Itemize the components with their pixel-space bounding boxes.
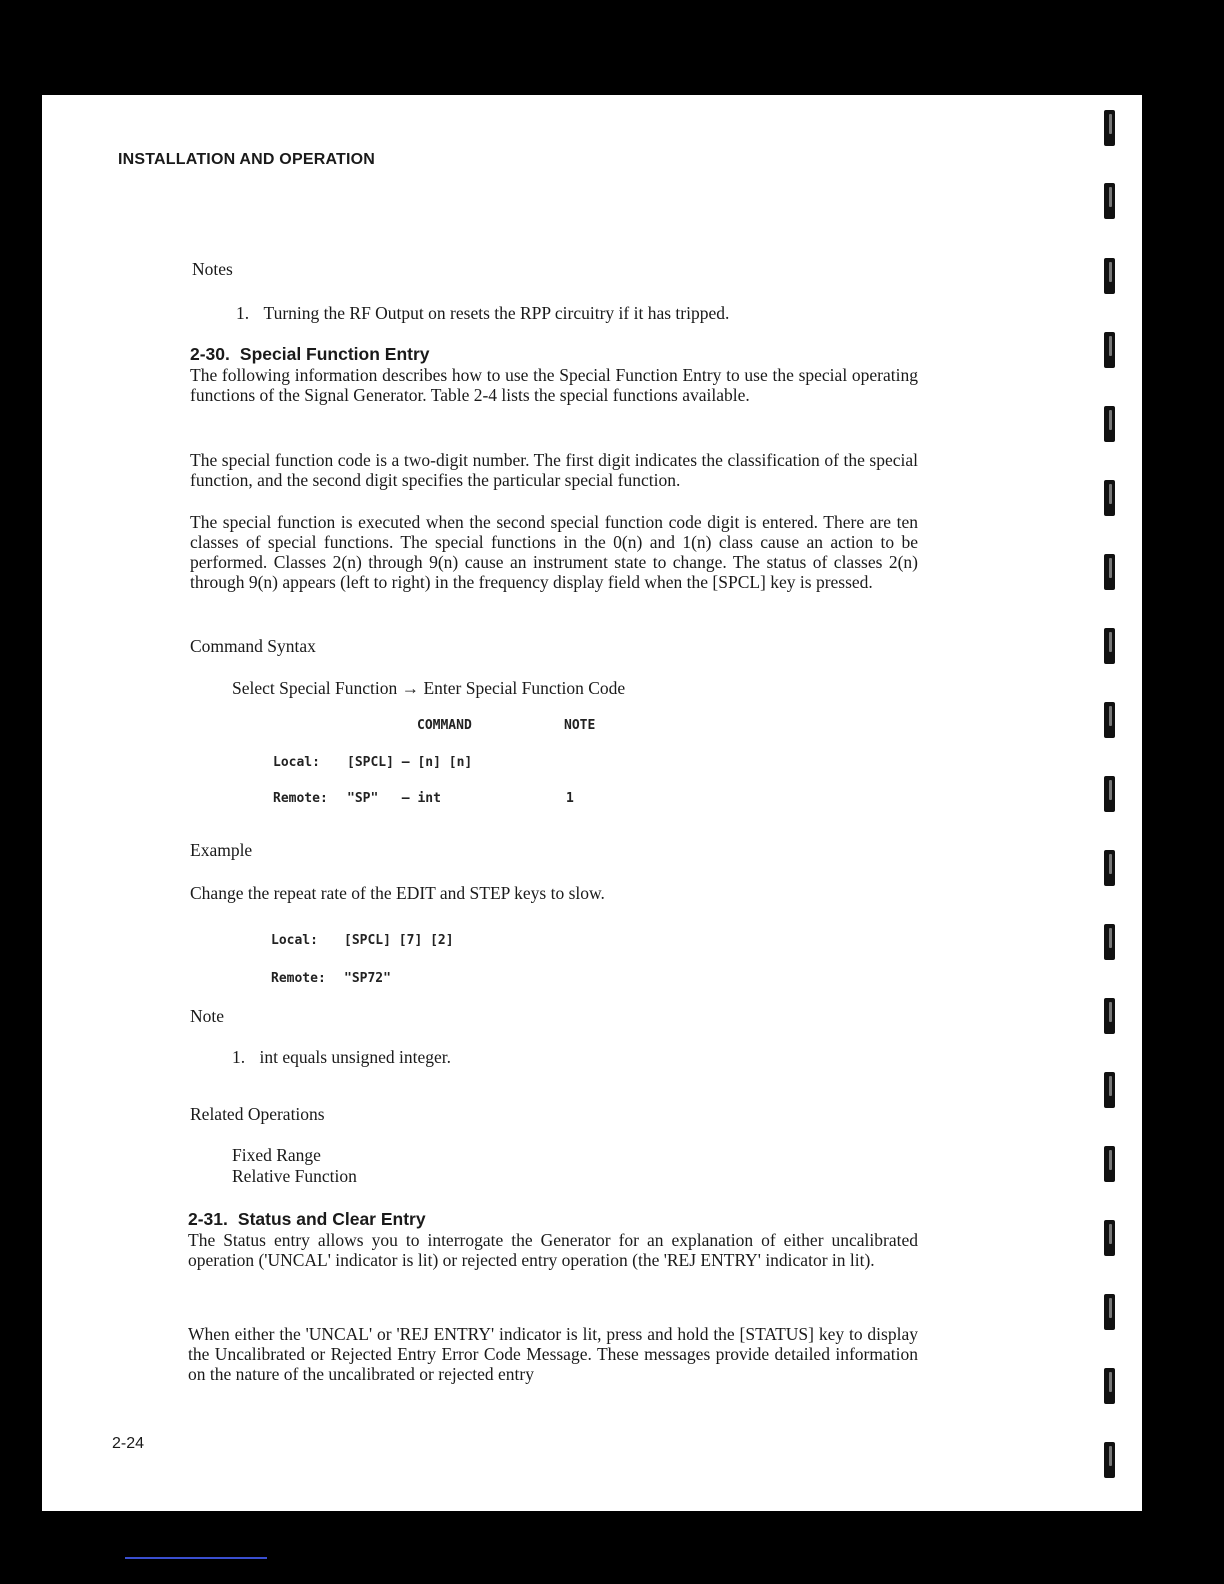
note-1-number: 1.	[236, 303, 250, 323]
note-1-text: Turning the RF Output on resets the RPP circuitry if it has tripped.	[263, 303, 730, 323]
binder-hole-icon	[1104, 406, 1115, 442]
binder-hole-icon	[1104, 850, 1115, 886]
binder-hole-icon	[1104, 1294, 1115, 1330]
command-syntax-heading: Command Syntax	[190, 636, 316, 656]
column-note: NOTE	[564, 718, 596, 733]
section-2-30-heading	[190, 344, 430, 365]
command-syntax-line: Select Special Function → Enter Special Function Code	[232, 678, 626, 698]
scan-edge-line	[125, 1557, 267, 1559]
section-2-30-paragraph-2: The special function code is a two-digit number. The first digit indicates the classification of the special function, and the second digit specifies the particular special function.	[190, 450, 918, 490]
binder-hole-icon	[1104, 480, 1115, 516]
page-number: 2-24	[112, 1435, 145, 1452]
syntax-local-value: [SPCL] — [n] [n]	[347, 755, 473, 770]
binder-hole-icon	[1104, 183, 1115, 219]
binder-hole-icon	[1104, 110, 1115, 146]
section-title: Special Function Entry	[239, 344, 430, 364]
example-text: Change the repeat rate of the EDIT and STEP keys to slow.	[190, 883, 605, 903]
running-header: INSTALLATION AND OPERATION	[118, 151, 376, 168]
binder-hole-icon	[1104, 924, 1115, 960]
binder-hole-icon	[1104, 776, 1115, 812]
section-number: 2-31.	[188, 1209, 228, 1229]
binder-hole-icon	[1104, 258, 1115, 294]
related-item-relative-function: Relative Function	[232, 1166, 357, 1186]
binder-hole-icon	[1104, 332, 1115, 368]
binder-hole-icon	[1104, 998, 1115, 1034]
note-item-text: int equals unsigned integer.	[259, 1047, 451, 1067]
section-number: 2-30.	[190, 344, 230, 364]
binder-hole-icon	[1104, 1072, 1115, 1108]
note-item-number: 1.	[232, 1047, 246, 1067]
section-2-31-heading	[188, 1209, 426, 1230]
binder-hole-icon	[1104, 628, 1115, 664]
binder-hole-icon	[1104, 1146, 1115, 1182]
binder-holes	[1104, 110, 1132, 1490]
document-page	[42, 95, 1142, 1511]
syntax-remote-label: Remote:	[273, 791, 328, 806]
example-local-value: [SPCL] [7] [2]	[344, 933, 454, 948]
example-remote-label: Remote:	[271, 971, 326, 986]
note-heading: Note	[190, 1006, 225, 1026]
binder-hole-icon	[1104, 1368, 1115, 1404]
syntax-remote-value: "SP" — int	[347, 791, 441, 806]
syntax-local-label: Local:	[273, 755, 320, 770]
binder-hole-icon	[1104, 554, 1115, 590]
note-1	[236, 303, 729, 323]
section-2-30-paragraph-3: The special function is executed when the second special function code digit is entered. There are ten classes of special functions. The special functions in the 0(n) and 1(n) class cause an action to be performed. Classes 2(n) through 9(n) cause an instrument state to change. The status of classes 2(n) through 9(n) appears (left to right) in the frequency display field when the [SPCL] key is pressed.	[190, 512, 918, 592]
column-command: COMMAND	[417, 718, 472, 733]
example-local-label: Local:	[271, 933, 318, 948]
example-remote-value: "SP72"	[344, 971, 391, 986]
section-2-31-paragraph-2: When either the 'UNCAL' or 'REJ ENTRY' indicator is lit, press and hold the [STATUS] key to display the Uncalibrated or Rejected Entry Error Code Message. These messages provide detailed information on the nature of the uncalibrated or rejected entry	[188, 1324, 918, 1384]
notes-heading: Notes	[192, 259, 233, 279]
binder-hole-icon	[1104, 702, 1115, 738]
section-2-30-paragraph-1: The following information describes how to use the Special Function Entry to use the special operating functions of the Signal Generator. Table 2-4 lists the special functions available.	[190, 365, 918, 405]
syntax-remote-note: 1	[566, 791, 574, 806]
section-2-31-paragraph-1: The Status entry allows you to interrogate the Generator for an explanation of either uncalibrated operation ('UNCAL' indicator is lit) or rejected entry operation (the 'REJ ENTRY' indicator in lit).	[188, 1230, 918, 1270]
binder-hole-icon	[1104, 1220, 1115, 1256]
related-item-fixed-range: Fixed Range	[232, 1145, 321, 1165]
note-item	[232, 1047, 451, 1067]
binder-hole-icon	[1104, 1442, 1115, 1478]
example-heading: Example	[190, 840, 253, 860]
section-title: Status and Clear Entry	[237, 1209, 426, 1229]
related-operations-heading: Related Operations	[190, 1104, 325, 1124]
